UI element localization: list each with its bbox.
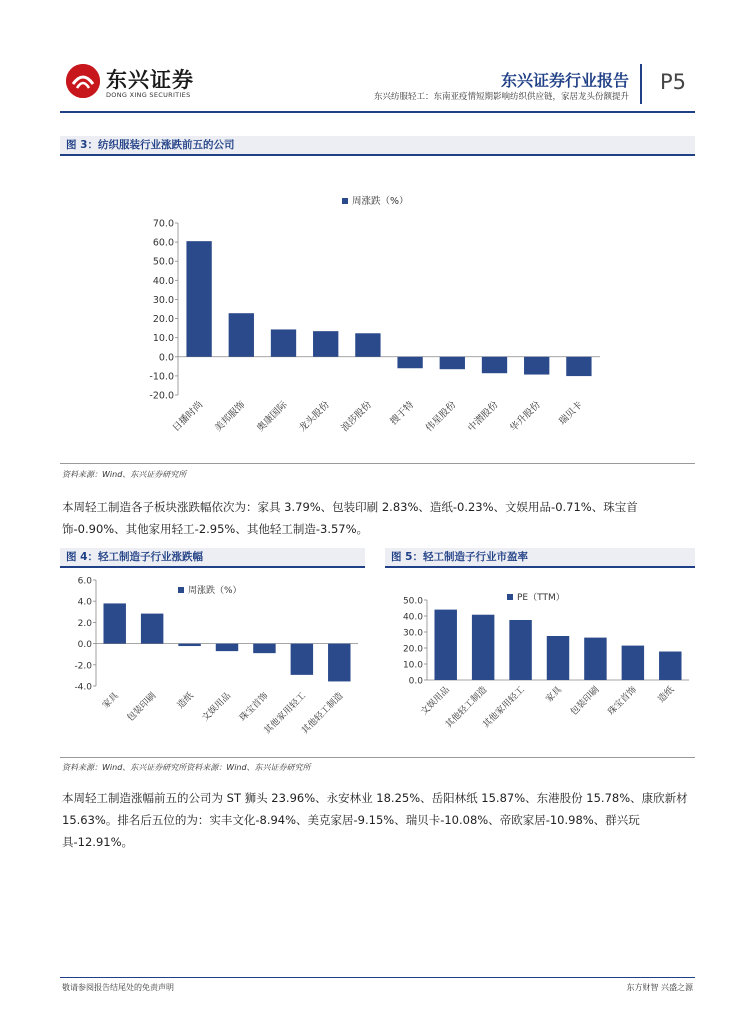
legend-swatch <box>342 198 348 204</box>
bar <box>271 329 296 356</box>
figure-4-caption: 图 4：轻工制造子行业涨跌幅 <box>60 548 365 568</box>
legend-label: PE（TTM） <box>517 593 565 603</box>
x-tick-label: 珠宝首饰 <box>238 691 271 724</box>
legend-swatch <box>178 587 184 593</box>
source-note-figure-3: 资料来源：Wind、东兴证券研究所 <box>62 470 187 479</box>
x-tick-label: 华升股份 <box>508 399 543 435</box>
y-tick-label: 50.0 <box>152 256 174 268</box>
bar <box>253 644 275 654</box>
y-tick-label: 60.0 <box>152 237 174 249</box>
x-tick-label: 文娱用品 <box>419 685 452 718</box>
x-tick-label: 文娱用品 <box>200 691 234 724</box>
x-tick-label: 美邦服饰 <box>212 399 248 435</box>
bar <box>547 636 569 680</box>
y-tick-label: 40.0 <box>402 612 423 623</box>
bar <box>524 357 549 375</box>
bar <box>440 357 465 369</box>
x-tick-label: 珠宝首饰 <box>606 685 639 718</box>
bar <box>103 603 125 643</box>
figure-5-caption: 图 5：轻工制造子行业市盈率 <box>385 548 695 568</box>
y-tick-label: 20.0 <box>402 644 423 655</box>
bar <box>291 644 313 675</box>
y-tick-label: -4.0 <box>74 682 92 693</box>
footer-disclaimer: 敬请参阅报告结尾处的免责声明 <box>62 983 174 992</box>
x-tick-label: 奥康国际 <box>254 399 290 435</box>
y-tick-label: 0.0 <box>158 352 174 364</box>
bar <box>186 241 211 357</box>
x-tick-label: 包装印刷 <box>569 685 602 718</box>
y-tick-label: 30.0 <box>152 294 174 306</box>
footer-slogan: 东方财智 兴盛之源 <box>626 983 693 992</box>
brand-name: 东兴证券 <box>106 68 194 92</box>
header-rule <box>60 111 695 113</box>
x-tick-label: 家具 <box>101 691 121 711</box>
x-tick-label: 其他轻工制造 <box>300 691 346 737</box>
y-tick-label: 2.0 <box>77 618 92 629</box>
y-tick-label: 10.0 <box>152 333 174 345</box>
body-paragraph-2: 本周轻工制造涨幅前五的公司为 ST 狮头 23.96%、永安林业 18.25%、岳阳林纸 15.87%、东港股份 15.78%、康欣新材 15.63%。排名后五位的为：实丰文化-8.94%、美克家居-9.15%、瑞贝卡-10.08%、帝欧家居-10.98%、群兴玩具-12.91%。 <box>62 791 688 849</box>
source-note-figures-4-5: 资料来源：Wind、东兴证券研究所资料来源：Wind、东兴证券研究所 <box>62 763 311 772</box>
source-divider <box>60 463 695 464</box>
y-tick-label: 4.0 <box>77 597 92 608</box>
y-tick-label: -2.0 <box>74 661 92 672</box>
bar <box>141 614 163 644</box>
bar <box>584 638 606 680</box>
x-tick-label: 其他家用轻工 <box>481 685 527 731</box>
legend-swatch <box>507 594 513 600</box>
bar <box>659 652 681 680</box>
company-logo-icon <box>66 64 100 98</box>
y-tick-label: 0.0 <box>408 676 423 687</box>
y-tick-label: 20.0 <box>152 314 174 326</box>
bar <box>566 357 591 376</box>
bar <box>313 331 338 357</box>
bar <box>355 333 380 357</box>
y-tick-label: 10.0 <box>402 660 423 671</box>
x-tick-label: 搜于特 <box>388 399 417 428</box>
report-subtitle: 东兴纺服轻工：东南亚疫情短期影响纺织供应链，家居龙头份额提升 <box>373 92 629 102</box>
bar <box>509 620 531 680</box>
x-tick-label: 浪莎股份 <box>339 399 375 435</box>
y-tick-label: 40.0 <box>152 275 174 287</box>
x-tick-label: 中潜股份 <box>465 399 501 435</box>
bar <box>482 357 507 373</box>
x-tick-label: 伟星股份 <box>423 399 459 435</box>
y-tick-label: 0.0 <box>77 640 92 651</box>
x-tick-label: 造纸 <box>175 691 196 711</box>
bar <box>229 313 254 357</box>
source-divider <box>60 757 695 758</box>
x-tick-label: 造纸 <box>656 685 677 705</box>
legend-label: 周涨跌（%） <box>188 586 242 596</box>
legend-label: 周涨跌（%） <box>352 196 409 207</box>
x-tick-label: 龙头股份 <box>297 399 332 435</box>
x-tick-label: 家具 <box>544 685 565 705</box>
y-tick-label: 6.0 <box>77 576 92 587</box>
bar <box>622 646 644 680</box>
report-title: 东兴证券行业报告 <box>500 71 629 90</box>
header-divider <box>640 64 642 104</box>
x-tick-label: 包装印刷 <box>125 691 159 724</box>
chart-figure-3 <box>130 180 610 460</box>
x-tick-label: 其他轻工制造 <box>443 685 490 731</box>
x-tick-label: 其他家用轻工 <box>262 691 308 737</box>
page-number: P5 <box>660 70 687 94</box>
y-tick-label: 30.0 <box>402 628 423 639</box>
bar <box>472 615 494 680</box>
y-tick-label: -20.0 <box>149 390 174 402</box>
bar <box>434 610 456 680</box>
y-tick-label: 50.0 <box>402 596 423 607</box>
chart-figure-5 <box>385 578 695 754</box>
bar <box>397 357 422 368</box>
brand-name-en: DONG XING SECURITIES <box>106 91 191 99</box>
footer-rule <box>60 977 695 978</box>
y-tick-label: 70.0 <box>152 218 174 230</box>
figure-3-caption: 图 3：纺织服装行业涨跌前五的公司 <box>60 136 695 156</box>
y-tick-label: -10.0 <box>149 371 174 383</box>
chart-figure-4 <box>60 572 365 754</box>
x-tick-label: 瑞贝卡 <box>557 399 586 428</box>
bar <box>328 644 350 682</box>
bar <box>216 644 238 652</box>
bar <box>178 644 200 646</box>
body-paragraph-1: 本周轻工制造各子板块涨跌幅依次为：家具 3.79%、包装印刷 2.83%、造纸-0.23%、文娱用品-0.71%、珠宝首饰-0.90%、其他家用轻工-2.95%、其他轻工制造-3.57%。 <box>62 500 638 536</box>
x-tick-label: 日播时尚 <box>170 399 206 435</box>
